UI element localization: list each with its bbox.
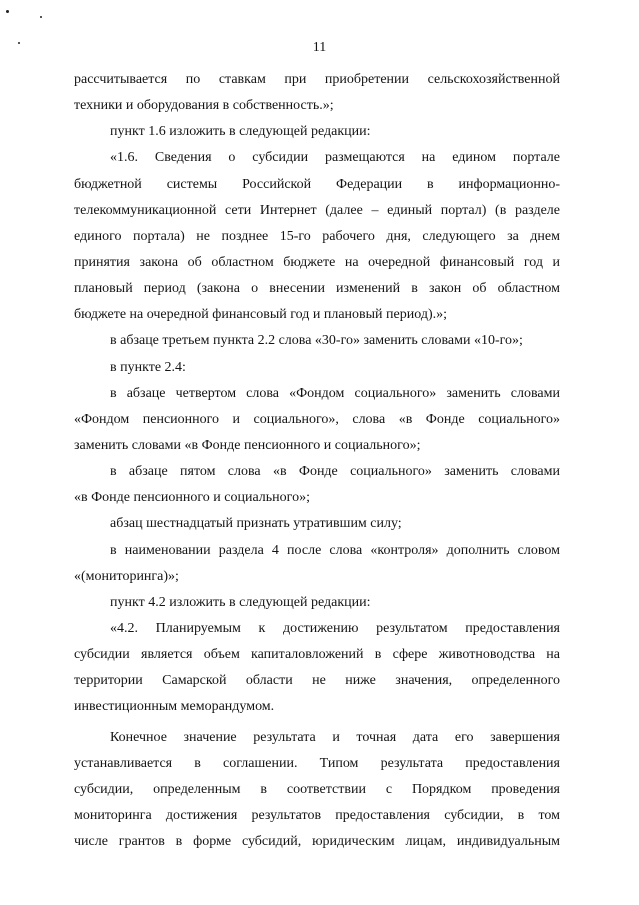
text-line: бюджетной системы Российской Федерации в информационно- xyxy=(74,176,560,192)
scan-speck xyxy=(6,10,9,13)
text-line: «1.6. Сведения о субсидии размещаются на едином портале xyxy=(110,150,560,166)
text-line: рассчитывается по ставкам при приобретении сельскохозяйственной xyxy=(74,72,560,87)
text-line: заменить словами «в Фонде пенсионного и социального»; xyxy=(74,437,421,453)
text-line: принятия закона об областном бюджете на очередной финансовый год и xyxy=(74,254,560,270)
text-line: плановый период (закона о внесении изменений в закон об областном xyxy=(74,281,560,297)
text-line: «Фондом пенсионного и социального», слова «в Фонде социального» xyxy=(74,411,560,427)
text-line: единого портала) не позднее 15-го рабочего дня, следующего за днем xyxy=(74,228,560,244)
text-line: в абзаце третьем пункта 2.2 слова «30-го» заменить словами «10-го»; xyxy=(110,333,523,349)
text-line: субсидии, определенным в соответствии с Порядком проведения xyxy=(74,781,560,797)
text-line: территории Самарской области не ниже значения, определенного xyxy=(74,673,560,689)
text-line: «4.2. Планируемым к достижению результатом предоставления xyxy=(110,620,560,636)
text-line: телекоммуникационной сети Интернет (далее – единый портал) (в разделе xyxy=(74,202,560,218)
text-line: абзац шестнадцатый признать утратившим силу; xyxy=(110,516,402,532)
text-line: техники и оборудования в собственность.»; xyxy=(74,98,334,114)
text-line: мониторинга достижения результатов предоставления субсидии, в том xyxy=(74,807,560,823)
text-line: в абзаце четвертом слова «Фондом социального» заменить словами xyxy=(110,385,560,401)
text-line: бюджете на очередной финансовый год и плановый период).»; xyxy=(74,307,448,323)
text-line: «в Фонде пенсионного и социального»; xyxy=(74,490,310,506)
text-line: пункт 1.6 изложить в следующей редакции: xyxy=(110,124,371,140)
scan-speck xyxy=(40,16,42,18)
page-number: 11 xyxy=(312,40,327,55)
text-line: «(мониторинга)»; xyxy=(74,568,179,584)
text-line: в пункте 2.4: xyxy=(110,359,186,375)
text-line: субсидии является объем капиталовложений в сфере животноводства на xyxy=(74,647,560,663)
text-line: в абзаце пятом слова «в Фонде социального» заменить словами xyxy=(110,464,560,480)
text-line: числе грантов в форме субсидий, юридическим лицам, индивидуальным xyxy=(74,834,560,850)
document-body xyxy=(74,67,560,855)
text-line: инвестиционным меморандумом. xyxy=(74,699,275,715)
text-line: в наименовании раздела 4 после слова «контроля» дополнить словом xyxy=(110,542,560,558)
text-line: Конечное значение результата и точная дата его завершения xyxy=(110,729,560,745)
text-line: пункт 4.2 изложить в следующей редакции: xyxy=(110,594,371,610)
text-line: устанавливается в соглашении. Типом результата предоставления xyxy=(74,755,560,771)
